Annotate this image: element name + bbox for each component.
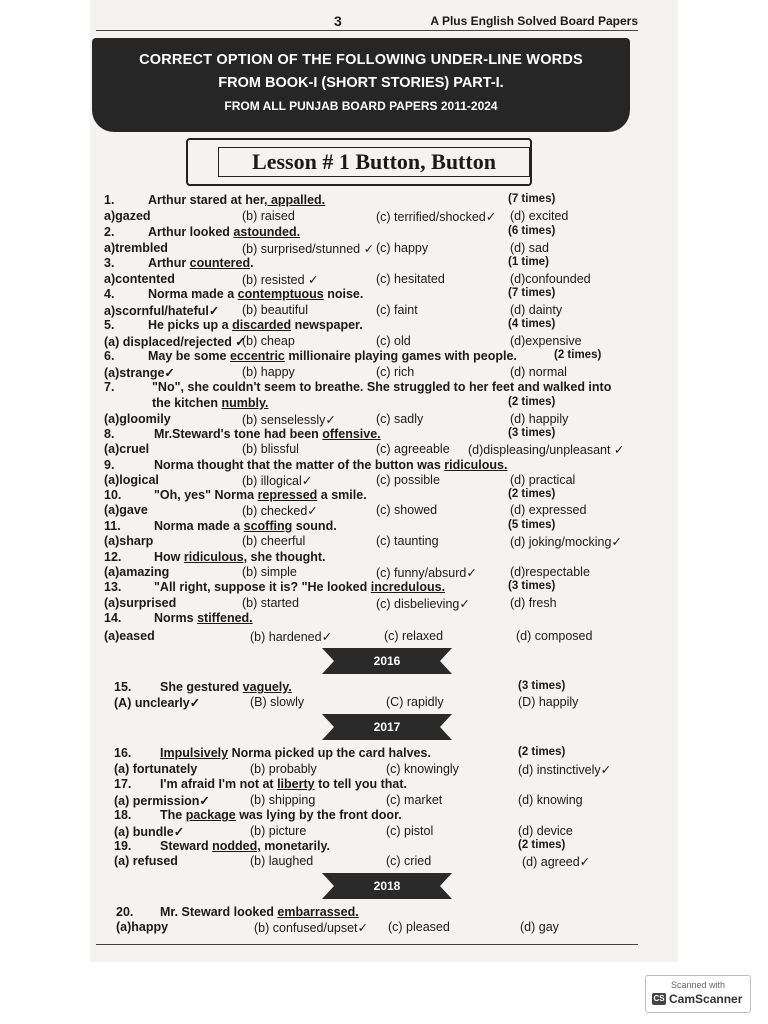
option-b: (b) started [242,596,299,610]
option-a: a)trembled [104,241,168,255]
question-text [148,256,254,270]
question-number: 4. [104,287,115,301]
text-before: May be some [148,349,230,363]
option-c: (c) terrified/shocked✓ [376,210,497,224]
text-after: Norma picked up the card halves. [228,746,431,760]
frequency: (2 times) [508,396,556,408]
camscanner-logo-icon: CS [653,994,665,1003]
option-c: (c) agreeable [376,442,450,456]
option-c: (c) old [376,334,411,348]
question-number: 9. [104,458,115,472]
banner-line-1: CORRECT OPTION OF THE FOLLOWING UNDER-LINE WORDS [139,52,583,68]
frequency: (7 times) [508,193,556,205]
option-d: (d) expressed [510,503,587,517]
title-banner [92,38,630,132]
question-text [148,287,363,301]
option-a: a)gazed [104,209,151,223]
question-number: 6. [104,349,115,363]
option-b: (B) slowly [250,695,305,709]
question-number: 16. [114,746,132,760]
text-after: to tell you that. [314,777,407,791]
option-c: (c) faint [376,303,418,317]
option-b: (b) confused/upset✓ [254,921,369,935]
question-number: 11. [104,519,121,533]
frequency: (3 times) [508,580,556,592]
question-number: 17. [114,777,132,791]
option-b: (b) illogical✓ [242,474,313,488]
question-text [160,905,359,919]
option-d: (d) joking/mocking✓ [510,535,622,549]
option-d: (D) happily [518,695,579,709]
option-b: (b) raised [242,209,295,223]
option-c: (c) rich [376,365,415,379]
option-b: (b) checked✓ [242,504,318,518]
camscanner-watermark [645,975,751,1013]
question-number: 8. [104,427,115,441]
option-c: (c) showed [376,503,438,517]
text-before: Arthur looked [148,225,234,239]
option-a: (A) unclearly✓ [114,696,201,710]
question-text [154,427,381,441]
option-d: (d) practical [510,473,576,487]
lesson-title: Lesson # 1 Button, Button [218,147,530,177]
option-b: (b) picture [250,824,307,838]
option-d: (d) sad [510,241,549,255]
question-text [148,225,300,239]
option-a: (a) fortunately [114,762,198,776]
frequency: (2 times) [518,839,566,851]
banner-line-2: FROM BOOK-I (SHORT STORIES) PART-I. [218,75,504,91]
question-text [152,396,268,410]
underlined-word: incredulous. [370,580,446,594]
text-after: was lying by the front door. [235,808,402,822]
text-before: Norma made a [148,287,238,301]
question-number: 18. [114,808,132,822]
question-text [160,746,431,760]
option-a: (a)cruel [104,442,150,456]
running-title: A Plus English Solved Board Papers [430,14,638,28]
option-b: (b) simple [242,565,297,579]
question-number: 20. [116,905,134,919]
option-c: (c) funny/absurd✓ [376,566,477,580]
frequency: (2 times) [508,488,556,500]
text-after: noise. [323,287,364,301]
page-number: 3 [334,13,342,29]
option-b: (b) cheap [242,334,295,348]
option-c: (c) pleased [388,920,450,934]
text-after: sound. [292,519,337,533]
question-14 [90,611,650,631]
option-d: (d) happily [510,412,569,426]
text-before: I'm afraid I'm not at [160,777,278,791]
text-after: . [250,256,254,270]
option-c: (c) happy [376,241,429,255]
options-19 [90,854,678,872]
option-a: (a)gloomily [104,412,171,426]
text-before: the kitchen [152,396,222,410]
year-ribbon-2016 [322,646,452,676]
frequency: (7 times) [508,287,556,299]
underlined-word: ridiculous, [183,550,248,564]
option-c: (c) disbelieving✓ [376,597,470,611]
year-label: 2018 [373,879,401,893]
option-a: (a) permission✓ [114,794,210,808]
question-text [154,611,253,625]
watermark-brand: CamScanner [669,992,743,1006]
option-b: (b) hardened✓ [250,630,333,644]
question-number: 5. [104,318,115,332]
question-text [148,193,325,207]
question-text [160,680,292,694]
question-text [154,580,445,594]
frequency: (3 times) [508,427,556,439]
option-a: (a)gave [104,503,148,517]
option-c: (c) relaxed [384,629,444,643]
underlined-word: package [185,808,236,822]
text-before: Norma thought that the matter of the button was [154,458,445,472]
question-number: 14. [104,611,122,625]
underlined-word: eccentric [229,349,285,363]
option-a: (a) refused [114,854,178,868]
option-c: (c) sadly [376,412,424,426]
scanned-page [90,0,678,962]
question-number: 13. [104,580,122,594]
question-number: 10. [104,488,122,502]
text-before: Steward [160,839,213,853]
year-ribbon-2017 [322,712,452,742]
option-b: (b) cheerful [242,534,306,548]
option-b: (b) blissful [242,442,299,456]
option-b: (b) beautiful [242,303,309,317]
frequency: (5 times) [508,519,556,531]
underlined-word: Impulsively [160,746,229,760]
question-text [148,349,517,363]
option-d: (d) gay [520,920,559,934]
text-before: "All right, suppose it is? "He looked [154,580,371,594]
frequency: (3 times) [518,680,566,692]
option-d: (d)expensive [510,334,582,348]
option-b: (b) laughed [250,854,314,868]
option-c: (c) market [386,793,443,807]
text-before: She gestured [160,680,243,694]
option-d: (d) dainty [510,303,563,317]
year-label: 2017 [373,720,401,734]
question-text [154,458,507,472]
banner-line-3: FROM ALL PUNJAB BOARD PAPERS 2011-2024 [224,99,498,113]
text-after: monetarily. [260,839,330,853]
underlined-word: liberty [277,777,315,791]
year-ribbon-2018 [322,871,452,901]
text-before: Mr. Steward looked [160,905,278,919]
text-after: she thought. [247,550,326,564]
question-number: 7. [104,380,115,394]
underlined-word: stiffened. [197,611,253,625]
option-c: (c) cried [386,854,432,868]
question-text [160,839,330,853]
option-b: (b) happy [242,365,295,379]
option-d: (d) agreed✓ [522,855,591,869]
text-before: How [154,550,184,564]
text-before: Arthur [148,256,190,270]
underlined-word: numbly. [221,396,269,410]
option-d: (d)confounded [510,272,591,286]
question-number: 15. [114,680,132,694]
question-text [160,808,402,822]
option-d: (d)respectable [510,565,590,579]
option-d: (d) knowing [518,793,583,807]
option-a: a)contented [104,272,175,286]
underlined-word: discarded [232,318,292,332]
question-number: 1. [104,193,115,207]
question-text-line-1: "No", she couldn't seem to breathe. She struggled to her feet and walked into [152,380,612,394]
text-after: millionaire playing games with people. [284,349,517,363]
question-number: 12. [104,550,122,564]
option-b: (b) surprised/stunned ✓ [242,242,375,256]
options-14 [90,629,678,647]
question-text [154,519,337,533]
underlined-word: vaguely. [242,680,292,694]
question-number: 3. [104,256,115,270]
option-c: (c) knowingly [386,762,459,776]
option-c: (c) possible [376,473,440,487]
text-before: Norms [154,611,198,625]
option-d: (d) normal [510,365,567,379]
option-a: (a)amazing [104,565,170,579]
lesson-title-box [186,138,532,186]
frequency: (2 times) [518,746,566,758]
frequency: (2 times) [554,349,602,361]
year-label: 2016 [373,654,401,668]
option-d: (d) excited [510,209,569,223]
underlined-word: ridiculous. [444,458,508,472]
options-20 [90,920,678,938]
underlined-word: contemptuous [237,287,324,301]
option-d: (d) fresh [510,596,557,610]
underlined-word: appalled. [267,193,326,207]
frequency: (6 times) [508,225,556,237]
question-text [154,488,367,502]
text-before: Mr.Steward's tone had been [154,427,323,441]
option-c: (C) rapidly [386,695,444,709]
option-d: (d) instinctively✓ [518,763,612,777]
frequency: (1 time) [508,256,549,268]
question-text [154,550,326,564]
underlined-word: repressed [257,488,318,502]
option-a: (a) displaced/rejected ✓ [104,335,246,349]
underlined-word: scoffing [243,519,293,533]
option-b: (b) probably [250,762,317,776]
text-before: The [160,808,186,822]
text-before: "Oh, yes" Norma [154,488,258,502]
text-after: a smile. [317,488,367,502]
options-15 [90,695,678,713]
underlined-word: offensive. [322,427,381,441]
text-before: Arthur stared at her, [148,193,268,207]
option-d: (d) composed [516,629,593,643]
question-number: 19. [114,839,132,853]
text-before: Norma made a [154,519,244,533]
option-a: (a)logical [104,473,159,487]
question-text [148,318,363,332]
footer-rule [96,944,638,945]
option-a: (a)strange✓ [104,366,175,380]
header-rule [96,30,638,31]
frequency: (4 times) [508,318,556,330]
option-a: (a)surprised [104,596,177,610]
watermark-caption: Scanned with [670,980,726,990]
option-a: (a) bundle✓ [114,825,185,839]
option-a: a)scornful/hateful✓ [104,304,220,318]
option-a: (a)eased [104,629,155,643]
option-a: (a)happy [116,920,169,934]
question-number: 2. [104,225,115,239]
text-before: He picks up a [148,318,233,332]
underlined-word: nodded, [212,839,261,853]
option-d: (d)displeasing/unpleasant ✓ [468,443,625,457]
option-c: (c) hesitated [376,272,445,286]
option-b: (b) shipping [250,793,316,807]
underlined-word: embarrassed. [277,905,359,919]
option-b: (b) resisted ✓ [242,273,319,287]
option-b: (b) senselessly✓ [242,413,336,427]
underlined-word: astounded. [233,225,301,239]
option-c: (c) pistol [386,824,434,838]
option-a: (a)sharp [104,534,154,548]
underlined-word: countered [189,256,251,270]
question-text [160,777,407,791]
option-c: (c) taunting [376,534,439,548]
text-after: newspaper. [291,318,363,332]
option-d: (d) device [518,824,573,838]
